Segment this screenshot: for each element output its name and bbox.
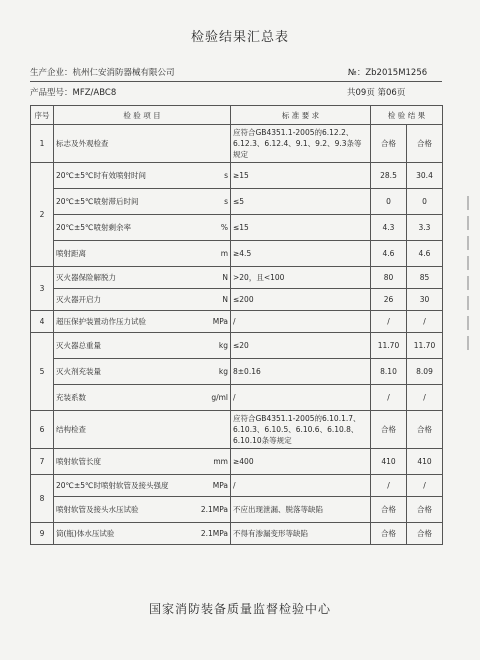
result-sample-1: 合格 — [371, 497, 407, 523]
row-number: 3 — [31, 267, 54, 311]
row-number: 8 — [31, 475, 54, 523]
standard-requirement: ≥400 — [231, 449, 371, 475]
table-row — [31, 523, 443, 545]
test-item-name: 超压保护装置动作压力试验 — [56, 317, 146, 326]
test-item — [54, 215, 231, 241]
result-sample-1: 合格 — [371, 523, 407, 545]
table-row — [31, 215, 443, 241]
test-item-name: 20℃±5℃喷射剩余率 — [56, 223, 131, 232]
binding-marks — [463, 190, 473, 390]
test-item-name: 筒(瓶)体水压试验 — [56, 529, 115, 538]
test-item — [54, 289, 231, 311]
table-body — [31, 125, 443, 545]
result-sample-1: 80 — [371, 267, 407, 289]
result-sample-2: 合格 — [407, 497, 443, 523]
test-item — [54, 189, 231, 215]
result-sample-1: 410 — [371, 449, 407, 475]
col-header-standard: 标 准 要 求 — [231, 106, 371, 125]
test-item-name: 喷射距离 — [56, 249, 86, 258]
standard-requirement: / — [231, 475, 371, 497]
table-row — [31, 385, 443, 411]
standard-requirement: ≥4.5 — [231, 241, 371, 267]
test-item-name: 喷射软管及接头水压试验 — [56, 505, 139, 514]
result-sample-1: / — [371, 475, 407, 497]
table-row — [31, 449, 443, 475]
result-sample-2: 合格 — [407, 125, 443, 163]
result-sample-2: / — [407, 475, 443, 497]
model-label: 产品型号： — [30, 88, 73, 98]
test-item-unit: 2.1MPa — [200, 529, 228, 538]
col-header-result: 检 验 结 果 — [371, 106, 443, 125]
standard-requirement: 应符合GB4351.1-2005的6.10.1.7、6.10.3、6.10.5、6.10.6、6.10.8、6.10.10条等规定 — [231, 411, 371, 449]
row-number: 1 — [31, 125, 54, 163]
result-sample-1: 0 — [371, 189, 407, 215]
test-item-unit: N — [222, 273, 228, 282]
table-row — [31, 241, 443, 267]
test-item-name: 结构检查 — [56, 425, 86, 434]
test-item — [54, 385, 231, 411]
result-sample-2: 8.09 — [407, 359, 443, 385]
table-header-row — [31, 106, 443, 125]
report-number: №：Zb2015M1256 — [348, 68, 428, 78]
test-item-unit: s — [224, 171, 228, 180]
table-row — [31, 333, 443, 359]
header-divider — [30, 81, 442, 82]
row-number: 6 — [31, 411, 54, 449]
standard-requirement: >20，且<100 — [231, 267, 371, 289]
test-item — [54, 241, 231, 267]
test-item-name: 喷射软管长度 — [56, 457, 101, 466]
row-number: 2 — [31, 163, 54, 267]
test-item-name: 灭火器保险解脱力 — [56, 273, 116, 282]
result-sample-2: 410 — [407, 449, 443, 475]
manufacturer-label: 生产企业： — [30, 68, 73, 78]
test-item-name: 20℃±5℃时喷射软管及接头强度 — [56, 481, 169, 490]
test-item-unit: kg — [218, 367, 228, 376]
standard-requirement: 不得有渗漏变形等缺陷 — [231, 523, 371, 545]
table-row — [31, 189, 443, 215]
col-header-no: 序号 — [31, 106, 54, 125]
result-sample-2: 11.70 — [407, 333, 443, 359]
result-sample-1: 合格 — [371, 125, 407, 163]
test-item-unit: mm — [213, 457, 228, 466]
test-item — [54, 163, 231, 189]
test-item — [54, 523, 231, 545]
test-item-unit: 2.1MPa — [200, 505, 228, 514]
table-row — [31, 311, 443, 333]
result-sample-1: / — [371, 385, 407, 411]
result-sample-1: / — [371, 311, 407, 333]
standard-requirement: 不应出现泄漏、脱落等缺陷 — [231, 497, 371, 523]
test-item-unit: MPa — [212, 317, 228, 326]
standard-requirement: ≤200 — [231, 289, 371, 311]
test-item-name: 20℃±5℃时有效喷射时间 — [56, 171, 146, 180]
test-item — [54, 125, 231, 163]
table-row — [31, 475, 443, 497]
result-sample-2: 85 — [407, 267, 443, 289]
result-sample-1: 4.3 — [371, 215, 407, 241]
table-row — [31, 359, 443, 385]
result-sample-2: 30.4 — [407, 163, 443, 189]
standard-requirement: / — [231, 311, 371, 333]
table-row — [31, 163, 443, 189]
test-item — [54, 497, 231, 523]
result-sample-1: 4.6 — [371, 241, 407, 267]
test-item-unit: g/ml — [211, 393, 228, 402]
result-sample-2: 0 — [407, 189, 443, 215]
result-sample-1: 11.70 — [371, 333, 407, 359]
test-item-unit: MPa — [212, 481, 228, 490]
test-item-unit: s — [224, 197, 228, 206]
results-table — [30, 105, 443, 545]
test-item-name: 标志及外观检查 — [56, 139, 109, 148]
result-sample-2: / — [407, 311, 443, 333]
col-header-item: 检 验 项 目 — [54, 106, 231, 125]
standard-requirement: ≤5 — [231, 189, 371, 215]
table-row — [31, 411, 443, 449]
standard-requirement: 8±0.16 — [231, 359, 371, 385]
test-item — [54, 475, 231, 497]
row-number: 7 — [31, 449, 54, 475]
test-item-unit: kg — [218, 341, 228, 350]
result-sample-1: 26 — [371, 289, 407, 311]
test-item-name: 充装系数 — [56, 393, 86, 402]
result-sample-2: 合格 — [407, 523, 443, 545]
row-number: 9 — [31, 523, 54, 545]
test-item-unit: % — [220, 223, 228, 232]
issuing-authority: 国家消防装备质量监督检验中心 — [148, 602, 331, 616]
test-item — [54, 449, 231, 475]
manufacturer-name: 杭州仁安消防器械有限公司 — [72, 68, 175, 78]
test-item-name: 灭火器总重量 — [56, 341, 101, 350]
standard-requirement: / — [231, 385, 371, 411]
table-row — [31, 497, 443, 523]
table-row — [31, 289, 443, 311]
standard-requirement: 应符合GB4351.1-2005的6.12.2、6.12.3、6.12.4、9.1、9.2、9.3条等规定 — [231, 125, 371, 163]
page-title: 检验结果汇总表 — [190, 30, 289, 45]
test-item — [54, 359, 231, 385]
result-sample-2: 30 — [407, 289, 443, 311]
test-item — [54, 333, 231, 359]
manufacturer-line — [30, 66, 175, 78]
table-row — [31, 125, 443, 163]
result-sample-2: / — [407, 385, 443, 411]
model-value: MFZ/ABC8 — [72, 88, 117, 98]
test-item-name: 20℃±5℃喷射滞后时间 — [56, 197, 139, 206]
result-sample-2: 3.3 — [407, 215, 443, 241]
test-item — [54, 267, 231, 289]
result-sample-2: 合格 — [407, 411, 443, 449]
test-item-name: 灭火器开启力 — [56, 295, 101, 304]
standard-requirement: ≥15 — [231, 163, 371, 189]
row-number: 4 — [31, 311, 54, 333]
test-item — [54, 311, 231, 333]
result-sample-1: 合格 — [371, 411, 407, 449]
result-sample-1: 8.10 — [371, 359, 407, 385]
test-item — [54, 411, 231, 449]
result-sample-2: 4.6 — [407, 241, 443, 267]
table-row — [31, 267, 443, 289]
test-item-unit: N — [222, 295, 228, 304]
page-count: 共09页 第06页 — [347, 88, 406, 98]
test-item-unit: m — [220, 249, 228, 258]
standard-requirement: ≤20 — [231, 333, 371, 359]
standard-requirement: ≤15 — [231, 215, 371, 241]
row-number: 5 — [31, 333, 54, 411]
result-sample-1: 28.5 — [371, 163, 407, 189]
test-item-name: 灭火剂充装量 — [56, 367, 101, 376]
model-line — [30, 86, 116, 98]
